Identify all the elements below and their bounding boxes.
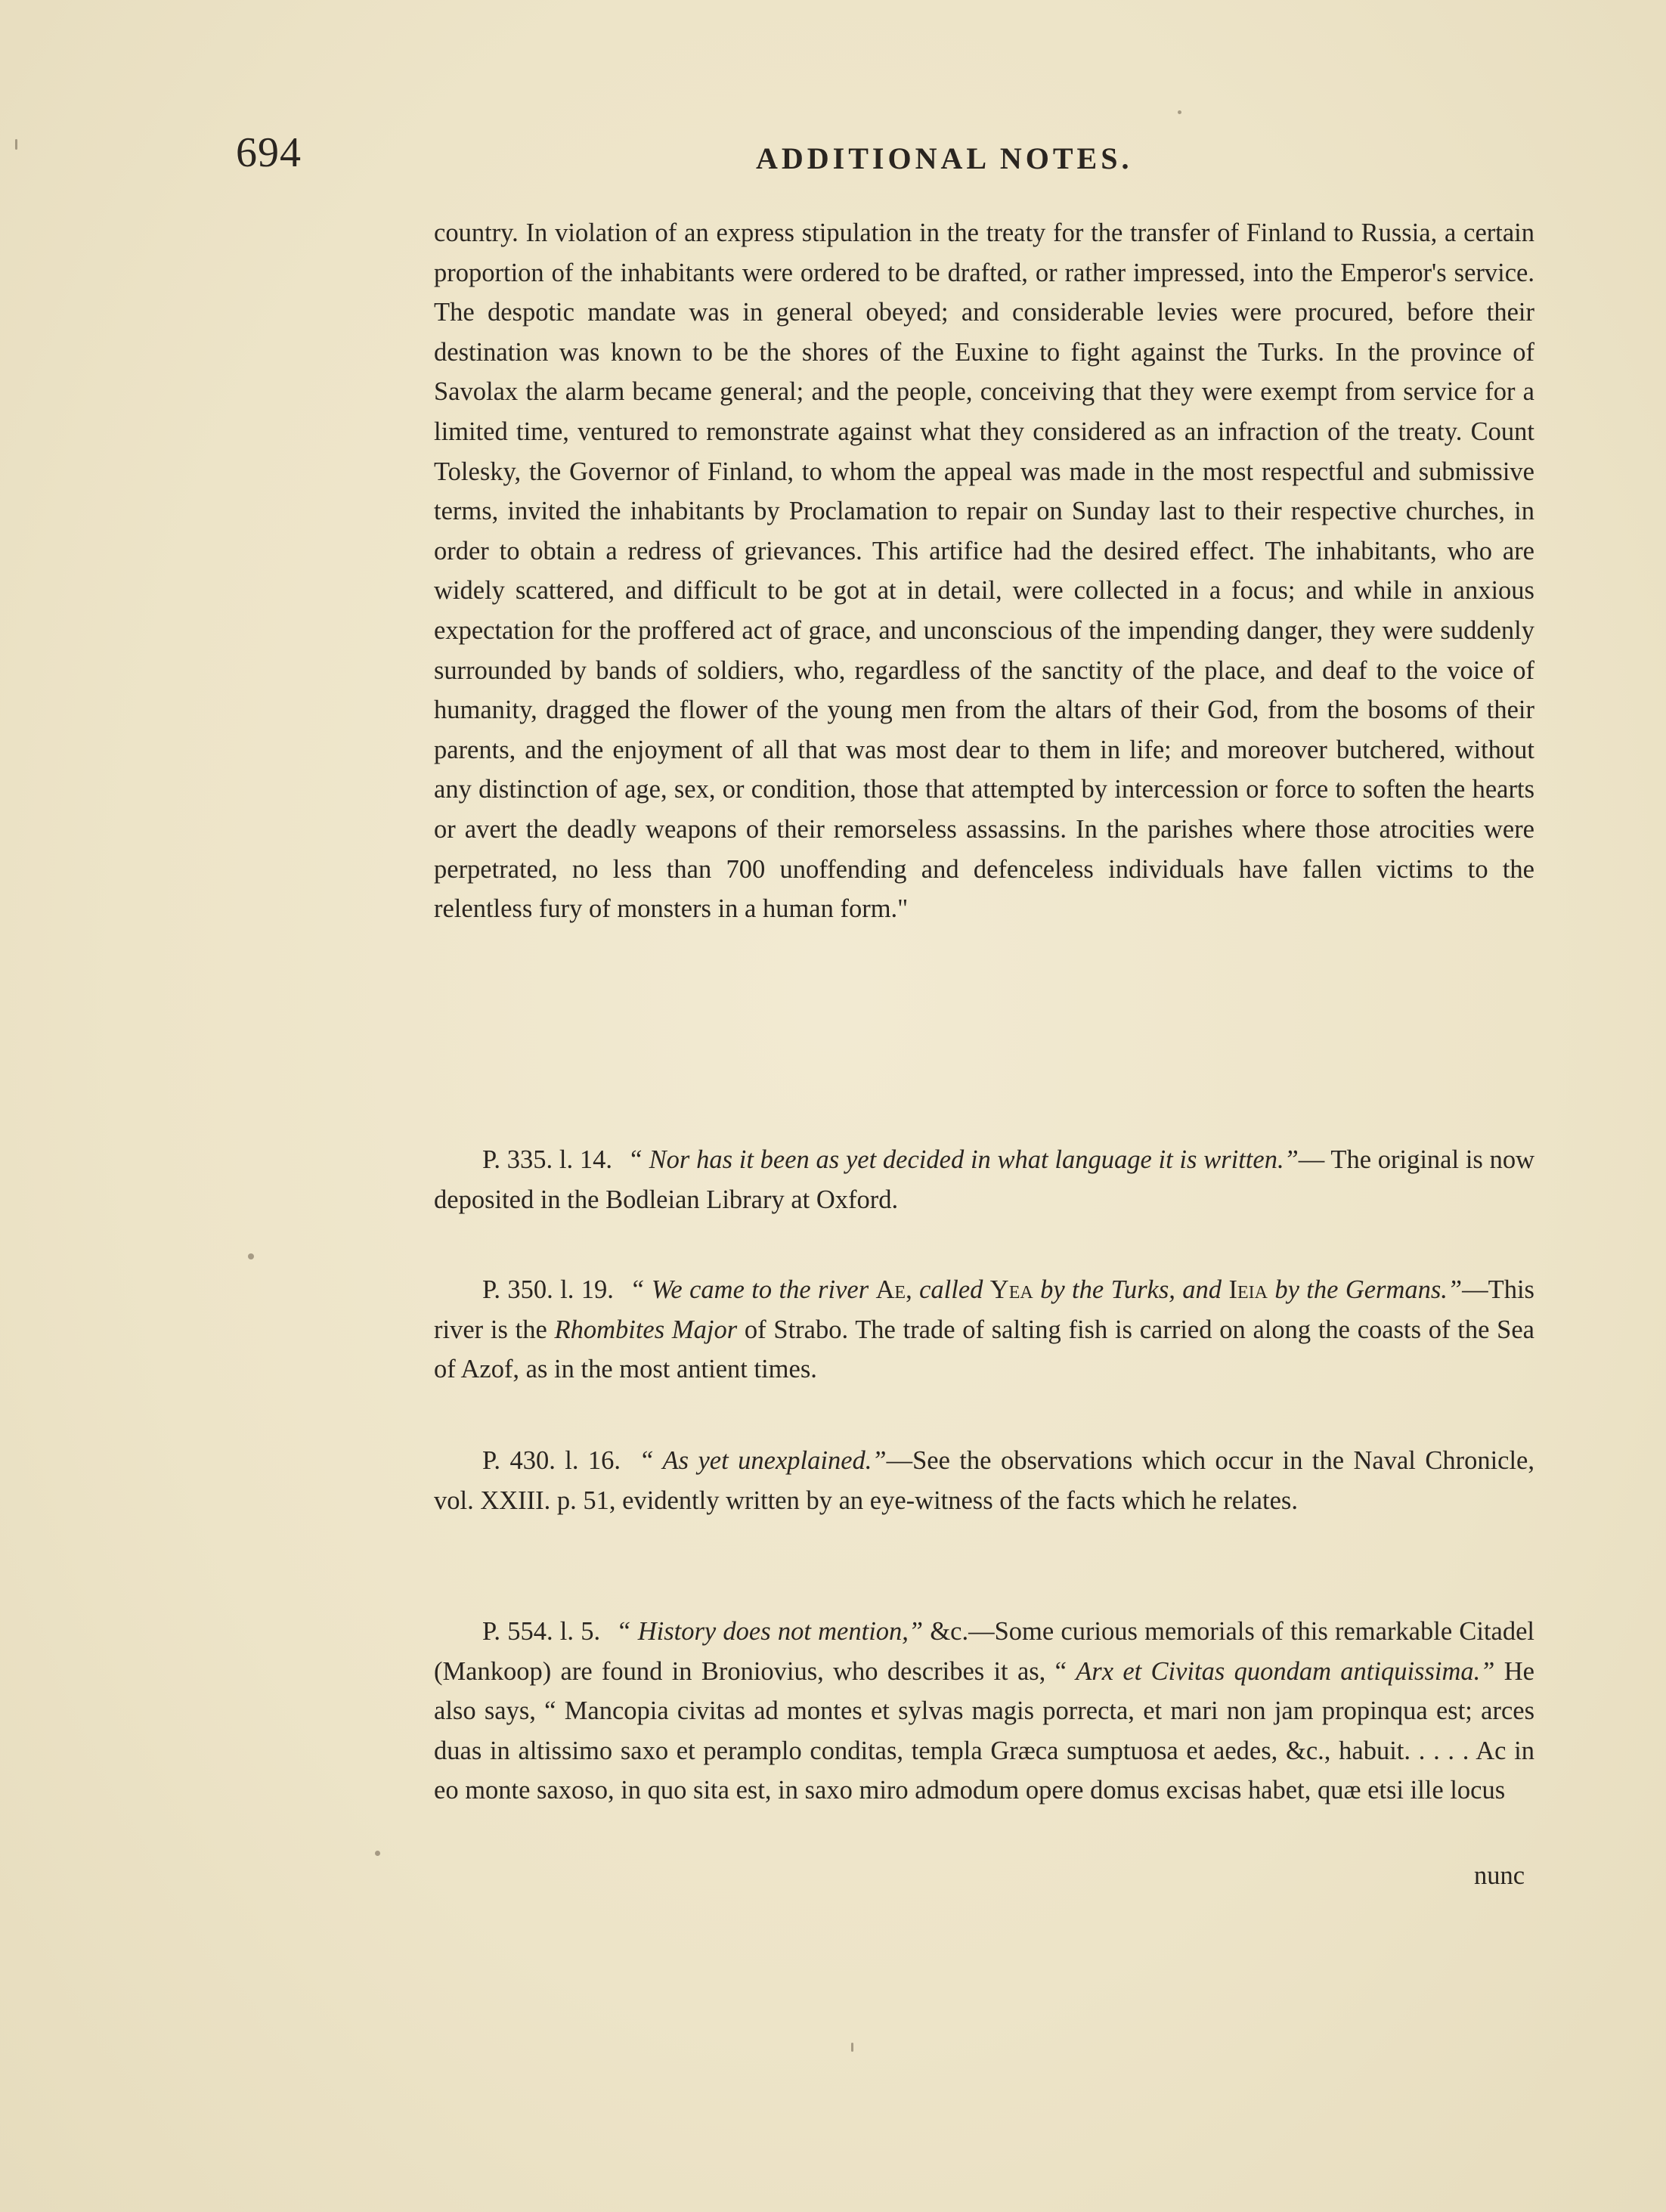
page-number: 694 <box>236 129 302 176</box>
note-quote: “ History does not mention,” <box>616 1617 924 1646</box>
note-quote: “ We came to the river Ae, called Yea by the Turks, and Ieia by the Germans.” <box>630 1275 1463 1304</box>
note-reference: P. 335. l. 14. <box>482 1145 612 1174</box>
running-head: ADDITIONAL NOTES. <box>756 141 1133 175</box>
note-p335 <box>434 1140 1534 1219</box>
note-italic: Arx et Civitas quondam antiquissima.” <box>1076 1656 1495 1686</box>
paper-speck <box>248 1253 254 1259</box>
note-text: of Strabo. The trade of salting fish is carried on along the coasts of the Sea of Azof, as in the most antient times. <box>434 1315 1534 1384</box>
note-text: —This river is the <box>434 1275 1534 1344</box>
note-reference: P. 350. l. 19. <box>482 1275 614 1304</box>
note-p430 <box>434 1441 1534 1520</box>
note-p350 <box>434 1270 1534 1389</box>
continuation-text: country. In violation of an express stipulation in the treaty for the transfer of Finland to Russia, a certain proportion of the inhabitants were ordered to be drafted, or rather impressed, into the Emperor's service. The despotic mandate was in general obeyed; and considerable levies were procured, before their destination was known to be the shores of the Euxine to fight against the Turks. In the province of Savolax the alarm became general; and the people, conceiving that they were exempt from service for a limited time, ventured to remonstrate against what they considered as an infraction of the treaty. Count Tolesky, the Governor of Finland, to whom the appeal was made in the most respectful and submissive terms, invited the inhabitants by Proclamation to repair on Sunday last to their respective churches, in order to obtain a redress of grievances. This artifice had the desired effect. The inhabitants, who are widely scattered, and difficult to be got at in detail, were collected in a focus; and while in anxious expectation for the proffered act of grace, and unconscious of the impending danger, they were suddenly surrounded by bands of soldiers, who, regardless of the sanctity of the place, and deaf to the voice of humanity, dragged the flower of the young men from the altars of their God, from the bosoms of their parents, and the enjoyment of all that was most dear to them in life; and moreover butchered, without any distinction of age, sex, or condition, those that attempted by intercession or force to soften the hearts or avert the deadly weapons of their remorseless assassins. In the parishes where those atrocities were perpetrated, no less than 700 unoffending and defenceless individuals have fallen victims to the relentless fury of monsters in a human form." <box>434 218 1534 924</box>
note-reference: P. 554. l. 5. <box>482 1617 601 1646</box>
note-text: —See the observations which occur in the Naval Chronicle, vol. XXIII. p. 51, evidently written by an eye-witness of the facts which he relates. <box>434 1446 1534 1515</box>
note-reference: P. 430. l. 16. <box>482 1446 621 1475</box>
note-text: — The original is now deposited in the Bodleian Library at Oxford. <box>434 1145 1535 1214</box>
note-quote: “ Nor has it been as yet decided in what language it is written.” <box>627 1145 1299 1174</box>
note-text: He also says, “ Mancopia civitas ad montes et sylvas magis porrecta, et mari non jam propinqua est; arces duas in altissimo saxo et peramplo conditas, templa Græca sumptuosa et aedes, &c., habuit. . . . . Ac in eo monte saxoso, in quo sita est, in saxo miro admodum opere domus excisas habet, quæ etsi ille locus <box>434 1656 1534 1805</box>
paper-speck <box>375 1851 380 1856</box>
note-italic: Rhombites Major <box>554 1315 738 1344</box>
paper-speck <box>15 139 17 150</box>
note-quote: “ As yet unexplained.” <box>639 1446 887 1475</box>
continuation-paragraph <box>434 213 1534 929</box>
paper-speck <box>1178 110 1181 114</box>
note-text: &c.—Some curious memorials of this remarkable Citadel (Mankoop) are found in Broniovius, who describes it as, “ <box>434 1617 1534 1686</box>
note-p554 <box>434 1612 1534 1811</box>
catchword: nunc <box>1474 1861 1525 1890</box>
paper-speck <box>851 2043 853 2052</box>
